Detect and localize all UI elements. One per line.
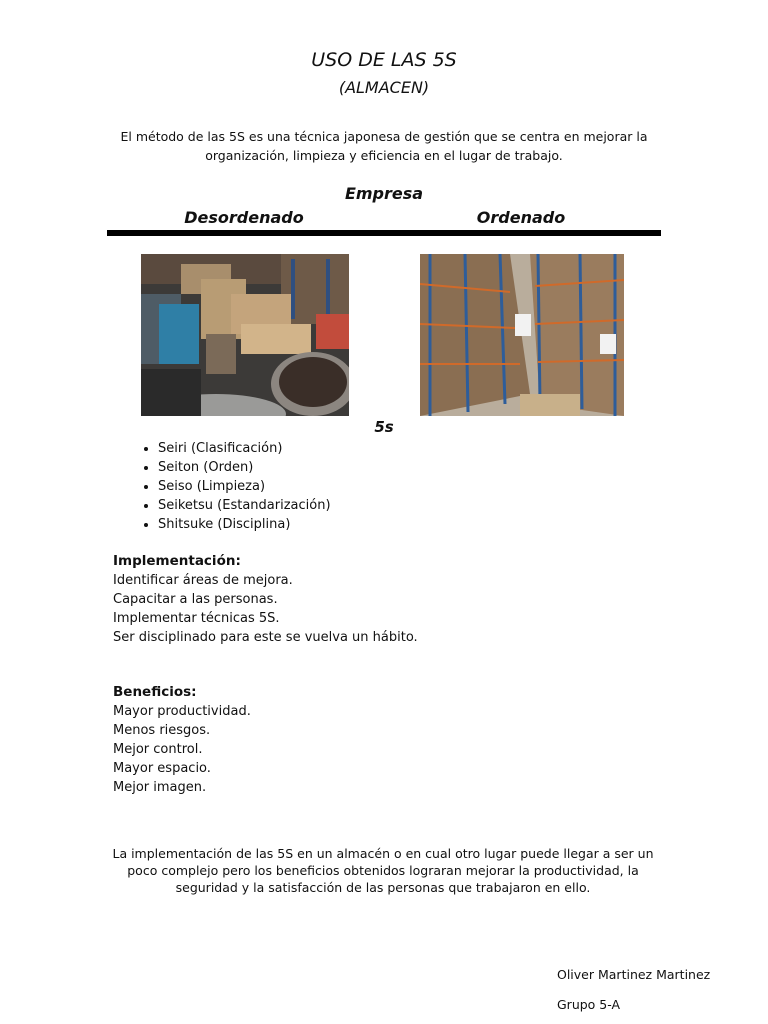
benefit-line: Menos riesgos. bbox=[113, 723, 211, 738]
document-subtitle: (ALMACEN) bbox=[338, 78, 430, 97]
benefits-heading: Beneficios: bbox=[113, 684, 197, 700]
benefit-line: Mejor control. bbox=[113, 742, 203, 757]
benefit-line: Mayor espacio. bbox=[113, 761, 211, 776]
left-column-label: Desordenado bbox=[184, 208, 304, 227]
five-s-heading: 5s bbox=[374, 418, 394, 436]
implementation-lines bbox=[113, 571, 418, 647]
document-title: USO DE LAS 5S bbox=[311, 49, 457, 71]
author-name: Oliver Martinez Martinez bbox=[557, 967, 711, 982]
list-item: • Shitsuke (Disciplina) bbox=[158, 515, 331, 534]
benefits-lines bbox=[113, 702, 251, 797]
implementation-heading: Implementación: bbox=[113, 553, 241, 569]
disorganized-warehouse-photo bbox=[141, 254, 349, 416]
comparison-heading: Empresa bbox=[344, 184, 424, 203]
list-item: • Seiton (Orden) bbox=[158, 458, 331, 477]
benefit-line: Mejor imagen. bbox=[113, 780, 207, 795]
right-column-label: Ordenado bbox=[476, 208, 566, 227]
five-s-list bbox=[133, 439, 331, 534]
organized-warehouse-photo bbox=[420, 254, 624, 416]
list-item: • Seiketsu (Estandarización) bbox=[158, 496, 331, 515]
list-item: • Seiso (Limpieza) bbox=[158, 477, 331, 496]
closing-paragraph: La implementación de las 5S en un almacén o en cual otro lugar puede llegar a ser un poco complejo pero los beneficios obtenidos lograran mejorar la productividad, la seguridad y la satisfacción de las personas que trabajaron en ello. bbox=[112, 846, 654, 895]
intro-paragraph: El método de las 5S es una técnica japonesa de gestión que se centra en mejorar la organización, limpieza y eficiencia en el lugar de trabajo. bbox=[120, 129, 648, 163]
group-label: Grupo 5-A bbox=[557, 997, 621, 1012]
implementation-line: Capacitar a las personas. bbox=[113, 592, 278, 607]
implementation-line: Identificar áreas de mejora. bbox=[113, 573, 293, 588]
implementation-line: Ser disciplinado para este se vuelva un hábito. bbox=[113, 630, 418, 645]
list-item: • Seiri (Clasificación) bbox=[158, 439, 331, 458]
implementation-line: Implementar técnicas 5S. bbox=[113, 611, 280, 626]
benefit-line: Mayor productividad. bbox=[113, 704, 251, 719]
heading-divider bbox=[107, 230, 661, 236]
